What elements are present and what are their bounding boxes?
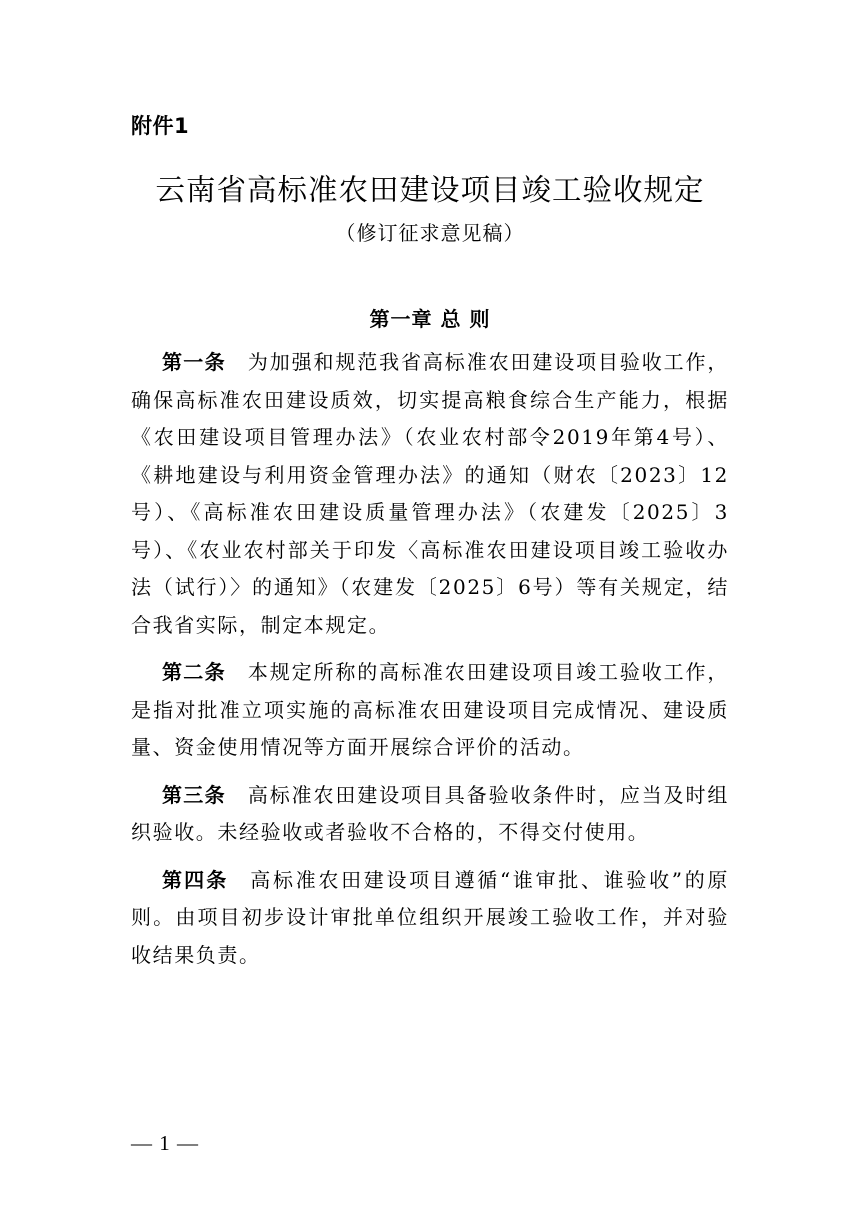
article-2: [131, 654, 729, 767]
article-label: 第四条: [162, 867, 229, 892]
articles-section: [131, 344, 729, 984]
article-4: [131, 862, 729, 975]
document-title: 云南省高标准农田建设项目竣工验收规定: [155, 173, 705, 207]
article-text: 本规定所称的高标准农田建设项目竣工验收工作，是指对批准立项实施的高标准农田建设项目完成情况、建设质量、资金使用情况等方面开展综合评价的活动。: [131, 660, 730, 759]
article-label: 第二条: [162, 660, 226, 684]
document-subtitle: （修订征求意见稿）: [335, 221, 525, 245]
article-label: 第三条: [162, 782, 226, 807]
article-3: [131, 777, 729, 852]
article-text: 高标准农田建设项目遵循“谁审批、谁验收”的原则。由项目初步设计审批单位组织开展竣工验收工作，并对验收结果负责。: [131, 867, 729, 967]
article-text: 为加强和规范我省高标准农田建设项目验收工作，确保高标准农田建设质效，切实提高粮食综合生产能力，根据《农田建设项目管理办法》（农业农村部令2019年第4号）、《耕地建设与利用资金管理办法》的通知（财农〔2023〕12号）、《高标准农田建设质量管理办法》（农建发〔2025〕3号）、《农业农村部关于印发〈高标准农田建设项目竣工验收办法（试行）〉的通知》（农建发〔2025〕6号）等有关规定，结合我省实际，制定本规定。: [131, 350, 730, 637]
article-1: [131, 344, 729, 644]
article-label: 第一条: [162, 350, 226, 374]
attachment-label: 附件1: [131, 114, 190, 138]
article-text: 高标准农田建设项目具备验收条件时，应当及时组织验收。未经验收或者验收不合格的，不得交付使用。: [131, 782, 730, 844]
page-number: — 1 —: [131, 1131, 199, 1155]
chapter-heading: 第一章 总 则: [369, 307, 491, 331]
